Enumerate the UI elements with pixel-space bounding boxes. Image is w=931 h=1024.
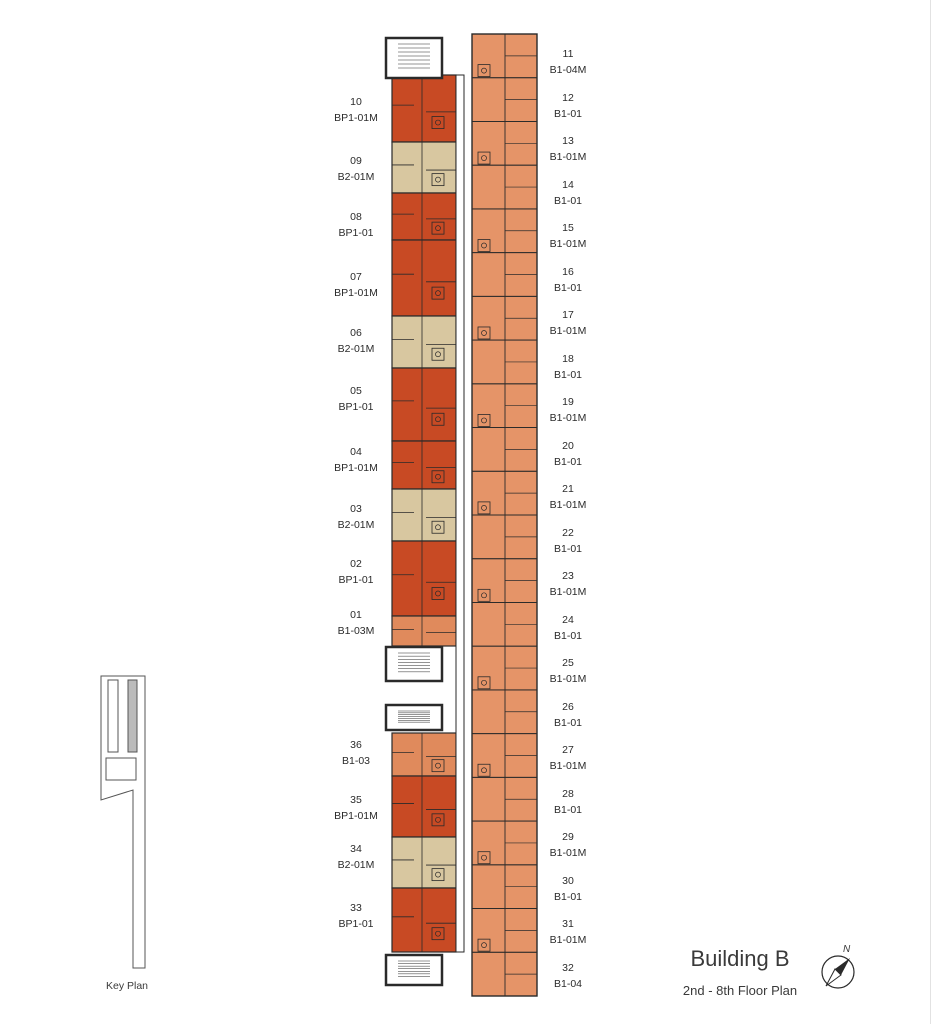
- unit-number: 33: [350, 902, 362, 914]
- right-unit-label-14: [533, 177, 603, 209]
- right-unit-label-20: [533, 438, 603, 470]
- left-unit-04: [392, 441, 456, 489]
- unit-type: B2-01M: [337, 343, 375, 355]
- unit-number: 09: [350, 155, 362, 167]
- unit-type: BP1-01: [338, 227, 374, 239]
- unit-number: 25: [562, 657, 574, 669]
- left-unit-label-33: [321, 900, 391, 932]
- unit-number: 10: [350, 96, 362, 108]
- left-corridor-wall: [456, 75, 464, 952]
- left-wing: [392, 75, 464, 952]
- right-unit-label-15: [533, 220, 603, 252]
- unit-type: B1-01M: [549, 673, 587, 685]
- right-unit-label-25: [533, 655, 603, 687]
- right-unit-label-29: [533, 829, 603, 861]
- unit-type: B1-01M: [549, 586, 587, 598]
- key-plan-label: Key Plan: [105, 980, 149, 992]
- unit-number: 04: [350, 446, 362, 458]
- right-unit-label-30: [533, 873, 603, 905]
- unit-type: BP1-01: [338, 574, 374, 586]
- key-plan-highlight: [128, 680, 137, 752]
- unit-type: B1-01M: [549, 499, 587, 511]
- unit-number: 19: [562, 396, 574, 408]
- unit-number: 20: [562, 439, 574, 452]
- left-unit-label-07: [321, 269, 391, 301]
- unit-type: B2-01M: [337, 171, 375, 183]
- left-unit-label-05: [321, 383, 391, 415]
- unit-number: 24: [562, 613, 574, 626]
- unit-number: 34: [350, 843, 362, 855]
- right-unit-label-26: [533, 699, 603, 731]
- unit-type: B1-03M: [337, 625, 375, 637]
- left-unit-label-04: [321, 444, 391, 476]
- left-unit-label-09: [321, 153, 391, 185]
- unit-type: B1-01M: [549, 412, 587, 424]
- unit-number: 35: [350, 794, 362, 806]
- left-unit-label-35: [321, 792, 391, 824]
- left-unit-09: [392, 142, 456, 193]
- unit-type: B2-01M: [337, 859, 375, 871]
- unit-type: B1-04M: [549, 64, 587, 76]
- unit-type: B1-01: [553, 194, 583, 207]
- left-unit-label-08: [321, 209, 391, 241]
- right-unit-label-17: [533, 307, 603, 339]
- unit-number: 29: [562, 831, 574, 843]
- unit-type: B1-01: [553, 890, 583, 903]
- left-unit-03: [392, 489, 456, 541]
- key-plan-drawing: [101, 676, 145, 968]
- unit-type: B1-01: [553, 368, 583, 381]
- right-unit-label-31: [533, 916, 603, 948]
- left-unit-06: [392, 316, 456, 368]
- unit-number: 11: [562, 48, 574, 60]
- unit-number: 02: [350, 558, 362, 570]
- stair-core: [386, 705, 442, 730]
- left-unit-label-02: [321, 556, 391, 588]
- unit-number: 01: [350, 609, 362, 621]
- north-label: N: [843, 944, 851, 955]
- unit-type: BP1-01M: [334, 112, 378, 124]
- right-unit-label-16: [533, 264, 603, 296]
- unit-number: 08: [350, 211, 362, 223]
- unit-number: 16: [562, 265, 574, 278]
- building-title: Building B: [690, 946, 790, 971]
- left-unit-label-36: [321, 737, 391, 769]
- left-unit-label-06: [321, 325, 391, 357]
- right-unit-label-27: [533, 742, 603, 774]
- unit-number: 13: [562, 135, 574, 147]
- unit-type: B1-01: [553, 629, 583, 642]
- left-unit-02: [392, 541, 456, 616]
- key-plan-block: [106, 758, 136, 780]
- left-unit-01: [392, 616, 456, 646]
- right-unit-label-11: [533, 46, 603, 78]
- unit-number: 32: [562, 961, 574, 974]
- right-unit-label-13: [533, 133, 603, 165]
- unit-type: B1-03: [341, 755, 371, 767]
- unit-type: B1-04: [553, 977, 583, 990]
- unit-type: B1-01M: [549, 238, 587, 250]
- unit-type: B1-01: [553, 716, 583, 729]
- unit-number: 22: [562, 526, 574, 539]
- unit-number: 23: [562, 570, 574, 582]
- stair-core: [386, 955, 442, 985]
- unit-type: B1-01M: [549, 934, 587, 946]
- floor-plan-subtitle: 2nd - 8th Floor Plan: [682, 983, 798, 998]
- unit-type: B1-01: [553, 455, 583, 468]
- unit-number: 03: [350, 503, 362, 515]
- left-unit-08: [392, 193, 456, 240]
- unit-type: BP1-01M: [334, 810, 378, 822]
- unit-type: B1-01: [553, 281, 583, 294]
- unit-number: 27: [562, 744, 574, 756]
- unit-number: 30: [562, 874, 574, 887]
- right-unit-label-24: [533, 612, 603, 644]
- unit-number: 05: [350, 385, 362, 397]
- unit-type: B1-01M: [549, 325, 587, 337]
- right-unit-label-19: [533, 394, 603, 426]
- unit-number: 07: [350, 271, 362, 283]
- unit-number: 31: [562, 918, 574, 930]
- left-unit-36: [392, 733, 456, 776]
- left-unit-05: [392, 368, 456, 441]
- right-unit-label-18: [533, 351, 603, 383]
- unit-type: B2-01M: [337, 519, 375, 531]
- right-wing: [472, 34, 537, 996]
- unit-type: B1-01M: [549, 847, 587, 859]
- left-unit-34: [392, 837, 456, 888]
- left-unit-label-34: [321, 841, 391, 873]
- left-unit-07: [392, 240, 456, 316]
- key-plan-block: [108, 680, 118, 752]
- left-unit-10: [392, 75, 456, 142]
- right-unit-label-21: [533, 481, 603, 513]
- left-unit-label-01: [321, 607, 391, 639]
- unit-number: 15: [562, 222, 574, 234]
- left-unit-label-10: [321, 94, 391, 126]
- unit-type: BP1-01: [338, 918, 374, 930]
- left-unit-label-03: [321, 501, 391, 533]
- unit-number: 12: [562, 91, 574, 104]
- right-unit-label-28: [533, 786, 603, 818]
- unit-number: 36: [350, 739, 362, 751]
- unit-type: B1-01M: [549, 151, 587, 163]
- unit-type: BP1-01M: [334, 287, 378, 299]
- unit-type: B1-01M: [549, 760, 587, 772]
- right-unit-label-22: [533, 525, 603, 557]
- unit-type: B1-01: [553, 542, 583, 555]
- unit-type: BP1-01: [338, 401, 374, 413]
- unit-type: B1-01: [553, 107, 583, 120]
- left-unit-33: [392, 888, 456, 952]
- unit-type: B1-01: [553, 803, 583, 816]
- left-unit-35: [392, 776, 456, 837]
- unit-number: 17: [562, 309, 574, 321]
- right-unit-label-23: [533, 568, 603, 600]
- unit-number: 18: [562, 352, 574, 365]
- unit-number: 14: [562, 178, 574, 191]
- unit-type: BP1-01M: [334, 462, 378, 474]
- right-unit-label-32: [533, 960, 603, 992]
- unit-number: 26: [562, 700, 574, 713]
- unit-number: 21: [562, 483, 574, 495]
- right-unit-label-12: [533, 90, 603, 122]
- unit-number: 06: [350, 327, 362, 339]
- stair-core: [386, 647, 442, 681]
- unit-number: 28: [562, 787, 574, 800]
